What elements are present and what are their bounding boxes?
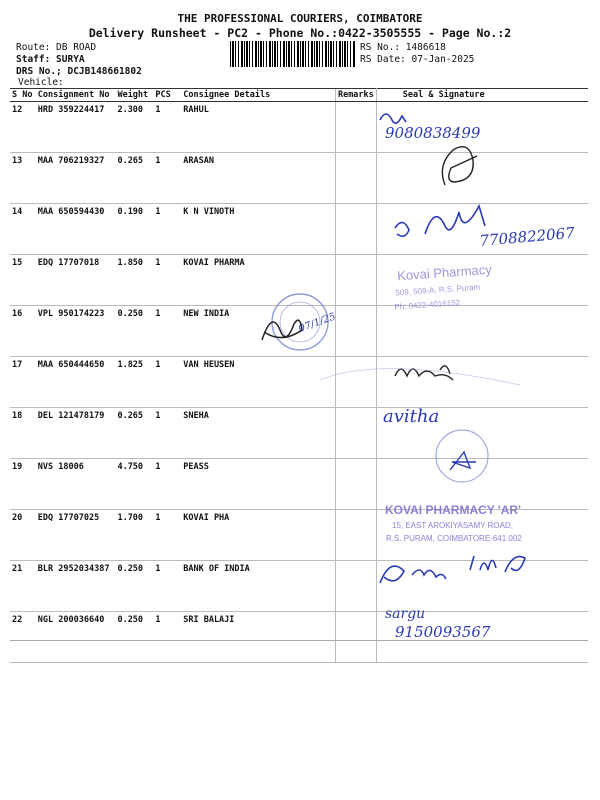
cell-consignee: BANK OF INDIA <box>181 561 335 612</box>
runsheet-subtitle: Delivery Runsheet - PC2 - Phone No.:0422-3505555 - Page No.:2 <box>88 26 512 40</box>
cell-consignee: SRI BALAJI <box>181 612 335 663</box>
cell-weight: 0.250 <box>115 612 153 663</box>
cell-consignment-no: DEL 121478179 <box>36 408 116 459</box>
cell-remarks <box>335 255 376 306</box>
cell-pcs: 1 <box>153 408 181 459</box>
runsheet-table <box>10 88 588 663</box>
cell-remarks <box>335 204 376 255</box>
name-22: sargu <box>385 606 426 622</box>
cell-pcs: 1 <box>153 357 181 408</box>
cell-consignment-no: NVS 18006 <box>36 459 116 510</box>
cell-consignment-no: MAA 706219327 <box>36 153 116 204</box>
cell-pcs: 1 <box>153 561 181 612</box>
cell-consignee: PEASS <box>181 459 335 510</box>
cell-seal-signature <box>376 510 588 561</box>
cell-consignment-no: BLR 2952034387 <box>36 561 116 612</box>
cell-seal-signature <box>376 357 588 408</box>
cell-pcs: 1 <box>153 612 181 663</box>
cell-weight: 0.190 <box>115 204 153 255</box>
cell-consignment-no: EDQ 17707025 <box>36 510 116 561</box>
col-weight: Weight <box>115 89 153 102</box>
cell-weight: 4.750 <box>115 459 153 510</box>
table-row <box>10 204 588 255</box>
cell-remarks <box>335 153 376 204</box>
cell-consignee: ARASAN <box>181 153 335 204</box>
cell-pcs: 1 <box>153 459 181 510</box>
cell-seal-signature <box>376 255 588 306</box>
cell-consignee: K N VINOTH <box>181 204 335 255</box>
cell-weight: 2.300 <box>115 102 153 153</box>
vehicle-label: Vehicle: <box>18 77 64 88</box>
cell-remarks <box>335 357 376 408</box>
cell-sno: 19 <box>10 459 36 510</box>
date-16: 07/1/25 <box>297 311 338 335</box>
drs-number: DRS No.; DCJB148661802 <box>16 66 142 77</box>
cell-sno: 18 <box>10 408 36 459</box>
cell-weight: 0.250 <box>115 306 153 357</box>
svg-text:KOVAI PHARMACY 'AR': KOVAI PHARMACY 'AR' <box>385 503 521 517</box>
cell-consignee: RAHUL <box>181 102 335 153</box>
table-row <box>10 612 588 663</box>
staff-label: Staff: SURYA <box>16 54 85 65</box>
cell-pcs: 1 <box>153 510 181 561</box>
cell-seal-signature <box>376 612 588 663</box>
table-row <box>10 306 588 357</box>
cell-seal-signature <box>376 102 588 153</box>
cell-consignee: KOVAI PHA <box>181 510 335 561</box>
cell-consignee: SNEHA <box>181 408 335 459</box>
cell-consignment-no: MAA 650444650 <box>36 357 116 408</box>
svg-text:Ph: 0422-4016152: Ph: 0422-4016152 <box>394 298 461 312</box>
table-row <box>10 510 588 561</box>
cell-consignment-no: HRD 359224417 <box>36 102 116 153</box>
svg-text:Kovai Pharmacy: Kovai Pharmacy <box>396 261 493 284</box>
cell-pcs: 1 <box>153 153 181 204</box>
company-title: THE PROFESSIONAL COURIERS, COIMBATORE <box>177 12 423 25</box>
cell-consignment-no: MAA 650594430 <box>36 204 116 255</box>
cell-remarks <box>335 510 376 561</box>
svg-text:15, EAST AROKIYASAMY ROAD,: 15, EAST AROKIYASAMY ROAD, <box>392 521 513 530</box>
table-row <box>10 102 588 153</box>
cell-consignment-no: NGL 200036640 <box>36 612 116 663</box>
cell-sno: 20 <box>10 510 36 561</box>
cell-consignment-no: VPL 950174223 <box>36 306 116 357</box>
cell-pcs: 1 <box>153 306 181 357</box>
col-pcs: PCS <box>153 89 181 102</box>
cell-remarks <box>335 306 376 357</box>
cell-remarks <box>335 459 376 510</box>
rs-number: RS No.: 1486618 <box>360 42 446 53</box>
cell-pcs: 1 <box>153 204 181 255</box>
phone-12: 9080838499 <box>385 124 481 142</box>
cell-seal-signature <box>376 153 588 204</box>
svg-text:509, 509-A, R.S. Puram: 509, 509-A, R.S. Puram <box>395 282 481 298</box>
cell-sno: 16 <box>10 306 36 357</box>
cell-seal-signature <box>376 561 588 612</box>
cell-sno: 17 <box>10 357 36 408</box>
svg-text:R.S. PURAM, COIMBATORE-641 002: R.S. PURAM, COIMBATORE-641 002 <box>386 534 522 543</box>
col-consignee: Consignee Details <box>181 89 335 102</box>
table-row <box>10 255 588 306</box>
cell-weight: 1.850 <box>115 255 153 306</box>
cell-weight: 1.825 <box>115 357 153 408</box>
cell-pcs: 1 <box>153 255 181 306</box>
cell-seal-signature <box>376 408 588 459</box>
cell-sno: 14 <box>10 204 36 255</box>
phone-14: 7708822067 <box>478 223 576 250</box>
cell-remarks <box>335 561 376 612</box>
cell-seal-signature <box>376 459 588 510</box>
cell-remarks <box>335 408 376 459</box>
col-remarks: Remarks <box>335 89 376 102</box>
table-end-line <box>10 640 588 641</box>
col-sno: S No <box>10 89 36 102</box>
cell-pcs: 1 <box>153 102 181 153</box>
cell-sno: 22 <box>10 612 36 663</box>
cell-weight: 1.700 <box>115 510 153 561</box>
cell-remarks <box>335 102 376 153</box>
table-row <box>10 408 588 459</box>
cell-sno: 12 <box>10 102 36 153</box>
cell-consignee: KOVAI PHARMA <box>181 255 335 306</box>
cell-sno: 13 <box>10 153 36 204</box>
cell-seal-signature <box>376 204 588 255</box>
rs-date: RS Date: 07-Jan-2025 <box>360 54 475 65</box>
table-header-row <box>10 89 588 102</box>
phone-22: 9150093567 <box>395 623 491 641</box>
col-seal-signature: Seal & Signature <box>376 89 588 102</box>
route-label: Route: DB ROAD <box>16 42 97 53</box>
table-row <box>10 459 588 510</box>
cell-consignee: VAN HEUSEN <box>181 357 335 408</box>
name-18: avitha <box>383 406 440 427</box>
cell-consignee: NEW INDIA <box>181 306 335 357</box>
table-row <box>10 153 588 204</box>
cell-remarks <box>335 612 376 663</box>
table-row <box>10 561 588 612</box>
cell-sno: 15 <box>10 255 36 306</box>
barcode <box>230 41 355 67</box>
col-consignment: Consignment No <box>36 89 116 102</box>
table-row <box>10 357 588 408</box>
cell-weight: 0.250 <box>115 561 153 612</box>
cell-sno: 21 <box>10 561 36 612</box>
cell-weight: 0.265 <box>115 153 153 204</box>
cell-seal-signature <box>376 306 588 357</box>
cell-weight: 0.265 <box>115 408 153 459</box>
cell-consignment-no: EDQ 17707018 <box>36 255 116 306</box>
